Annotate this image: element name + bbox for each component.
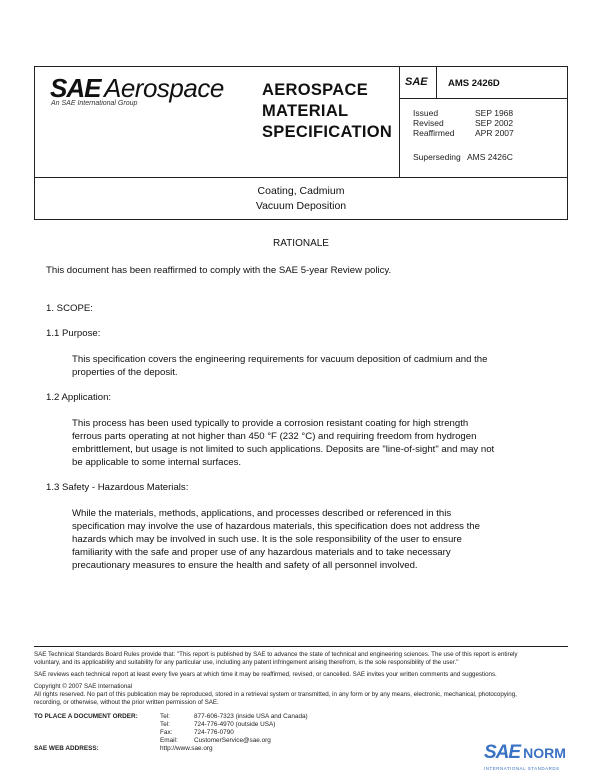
superseding-label: Superseding bbox=[413, 152, 461, 162]
title-line: SPECIFICATION bbox=[262, 123, 393, 141]
email-value: CustomerService@sae.org bbox=[194, 737, 271, 744]
document-number: AMS 2426D bbox=[448, 78, 500, 89]
issued-label: Issued bbox=[413, 108, 439, 118]
header-divider bbox=[436, 66, 437, 98]
paragraph-line: embrittlement, but usage is not limited to such applications. Deposits are "line-of-sight" and may not bbox=[72, 444, 495, 455]
header-divider bbox=[399, 98, 568, 99]
section-heading: 1. SCOPE: bbox=[46, 303, 93, 314]
web-label: SAE WEB ADDRESS: bbox=[34, 745, 99, 752]
logo-tagline: An SAE International Group bbox=[51, 100, 138, 107]
tel-label: Tel: bbox=[160, 713, 170, 720]
email-label: Email: bbox=[160, 737, 178, 744]
issued-value: SEP 1968 bbox=[475, 108, 514, 118]
norm-subtext: INTERNATIONAL STANDARDS bbox=[484, 766, 560, 771]
title-line: Vacuum Deposition bbox=[255, 200, 347, 212]
tel-value: 877-606-7323 (inside USA and Canada) bbox=[194, 713, 308, 720]
order-label: TO PLACE A DOCUMENT ORDER: bbox=[34, 713, 138, 720]
web-value: http://www.sae.org bbox=[160, 745, 213, 752]
document-type-title bbox=[262, 80, 392, 143]
section-heading: 1.1 Purpose: bbox=[46, 328, 101, 339]
section-heading: 1.3 Safety - Hazardous Materials: bbox=[46, 482, 189, 493]
aerospace-logo-text: Aerospace bbox=[104, 73, 224, 103]
paragraph-line: properties of the deposit. bbox=[72, 367, 178, 378]
title-line: AEROSPACE bbox=[262, 81, 368, 99]
fax-value: 724-776-0790 bbox=[194, 729, 234, 736]
footer-line: voluntary, and its applicability and suitability for any particular use, including any patent infringement arising therefrom, is the sole responsibility of the user." bbox=[34, 659, 459, 666]
norm-text: NORM bbox=[523, 745, 566, 761]
footer-line: All rights reserved. No part of this publication may be reproduced, stored in a retrieval system or transmitted, in any form or by any means, electronic, mechanical, photocopying, bbox=[34, 691, 517, 698]
tel-value: 724-776-4970 (outside USA) bbox=[194, 721, 276, 728]
rationale-heading: RATIONALE bbox=[273, 238, 329, 249]
footer-rule bbox=[34, 646, 568, 647]
reaffirmed-value: APR 2007 bbox=[475, 128, 514, 138]
title-line: MATERIAL bbox=[262, 102, 349, 120]
paragraph-line: This process has been used typically to provide a corrosion resistant coating for high strength bbox=[72, 418, 469, 429]
revised-value: SEP 2002 bbox=[475, 118, 514, 128]
paragraph-line: ferrous parts operating at not higher than 450 °F (232 °C) and requiring freedom from hydrogen bbox=[72, 431, 477, 442]
superseding-value: AMS 2426C bbox=[467, 152, 513, 162]
rationale-text: This document has been reaffirmed to comply with the SAE 5-year Review policy. bbox=[46, 265, 392, 276]
sae-norm-mark: SAE bbox=[484, 742, 521, 763]
fax-label: Fax: bbox=[160, 729, 173, 736]
paragraph-line: specification may involve the use of hazardous materials, this specification does not address the bbox=[72, 521, 480, 532]
footer-line: recording, or otherwise, without the prior written permission of SAE. bbox=[34, 699, 219, 706]
footer-line: SAE reviews each technical report at least every five years at which time it may be reaffirmed, revised, or cancelled. SAE invites your written comments and suggestions. bbox=[34, 671, 497, 678]
paragraph-line: precautionary measures to ensure the health and safety of all personnel involved. bbox=[72, 560, 418, 571]
tel-label: Tel: bbox=[160, 721, 170, 728]
sae-mark: SAE bbox=[405, 76, 428, 88]
sae-norm-logo bbox=[484, 742, 566, 764]
section-heading: 1.2 Application: bbox=[46, 392, 112, 403]
title-line: Coating, Cadmium bbox=[257, 185, 345, 197]
footer-line: Copyright © 2007 SAE International bbox=[34, 683, 133, 690]
sae-logo: SAE bbox=[50, 73, 101, 103]
paragraph-line: This specification covers the engineering requirements for vacuum deposition of cadmium and the bbox=[72, 354, 488, 365]
paragraph-line: While the materials, methods, applications, and processes described or referenced in this bbox=[72, 508, 452, 519]
paragraph-line: be applicable to some internal surfaces. bbox=[72, 457, 242, 468]
header-divider bbox=[399, 66, 400, 178]
document-title bbox=[34, 184, 568, 214]
paragraph-line: familiarity with the safe and proper use of any hazardous materials and to take necessary bbox=[72, 547, 451, 558]
footer-line: SAE Technical Standards Board Rules provide that: "This report is published by SAE to advance the state of technical and engineering sciences. The use of this report is entirely bbox=[34, 651, 518, 658]
revised-label: Revised bbox=[413, 118, 444, 128]
reaffirmed-label: Reaffirmed bbox=[413, 128, 455, 138]
paragraph-line: hazards which may be involved in such use. It is the sole responsibility of the user to ensure bbox=[72, 534, 462, 545]
